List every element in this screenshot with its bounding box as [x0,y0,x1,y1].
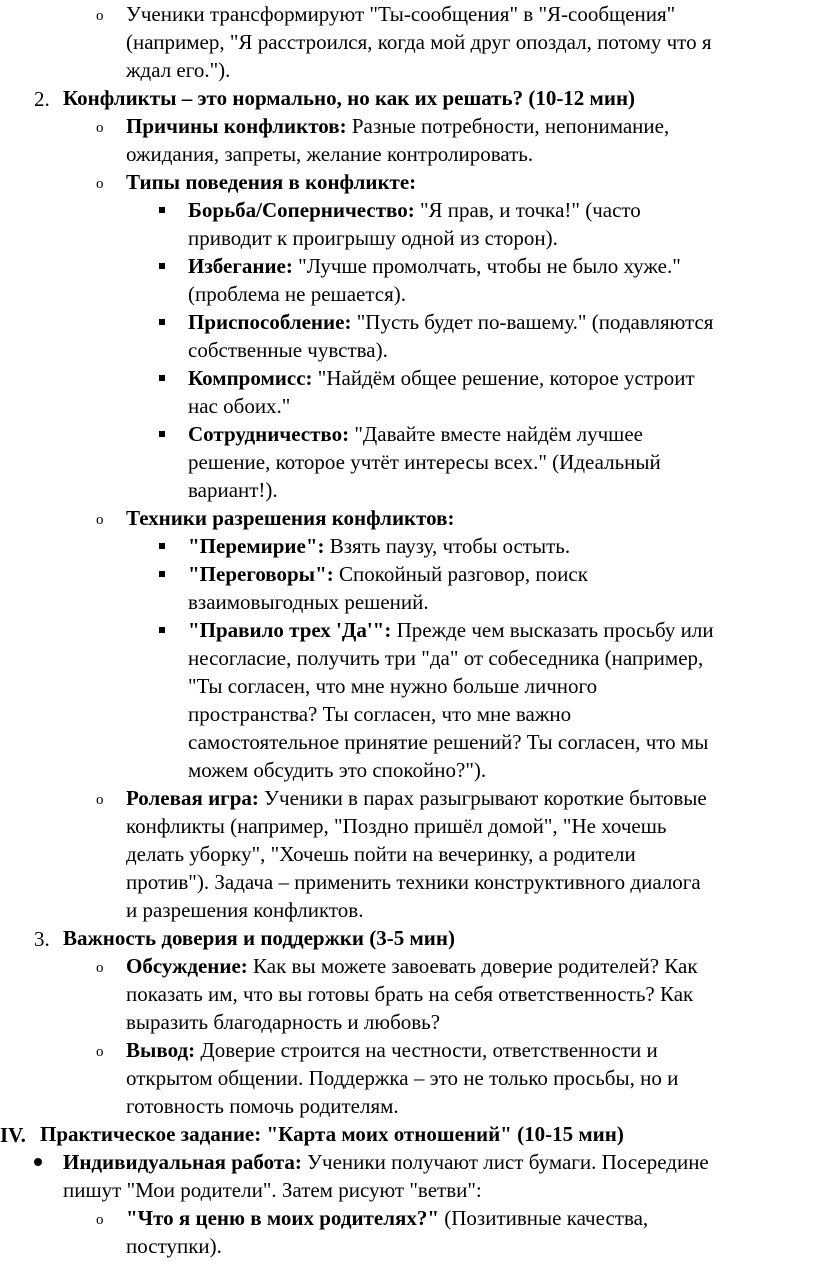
text-line: готовность помочь родителям. [126,1094,399,1118]
text-line: показать им, что вы готовы брать на себя ответственность? Как [126,982,694,1006]
text-line: конфликты (например, "Поздно пришёл домой", "Не хочешь [126,814,667,838]
square-bullet-icon [159,319,165,325]
text-line: нас обоих." [188,394,291,418]
text-line: Причины конфликтов: Разные потребности, непонимание, [126,114,670,138]
section-heading: Важность доверия и поддержки (3-5 мин) [63,926,455,950]
text-line: Типы поведения в конфликте: [126,170,417,194]
text-line: Техники разрешения конфликтов: [126,506,455,530]
square-bullet-icon [159,543,165,549]
list-marker-circle: o [96,792,104,808]
text-line: (например, "Я расстроился, когда мой друг опоздал, потому что я [126,30,712,54]
text-line: Индивидуальная работа: Ученики получают лист бумаги. Посередине [63,1150,709,1174]
list-marker-circle: o [96,176,104,192]
text-line: вариант!). [188,478,278,502]
text-line: "Перемирие": Взять паузу, чтобы остыть. [188,534,571,558]
text-line: пишут "Мои родители". Затем рисуют "ветви": [63,1178,482,1202]
square-bullet-icon [159,571,165,577]
text-line: несогласие, получить три "да" от собеседника (например, [188,646,704,670]
text-line: Вывод: Доверие строится на честности, ответственности и [126,1038,658,1062]
list-marker-circle: o [96,1044,104,1060]
text-line: выразить благодарность и любовь? [126,1010,441,1034]
text-line: открытом общении. Поддержка – это не только просьбы, но и [126,1066,679,1090]
text-line: и разрешения конфликтов. [126,898,364,922]
text-line: собственные чувства). [188,338,388,362]
text-line: "Что я ценю в моих родителях?" (Позитивные качества, [126,1206,649,1230]
section-heading: Конфликты – это нормально, но как их решать? (10-12 мин) [63,86,636,110]
text-line: Компромисс: "Найдём общее решение, которое устроит [188,366,695,390]
square-bullet-icon [159,431,165,437]
section-number-iv: IV. [0,1123,26,1147]
section-heading: Практическое задание: "Карта моих отношений" (10-15 мин) [40,1122,624,1146]
list-marker-circle: o [96,960,104,976]
text-line: пространства? Ты согласен, что мне важно [188,702,572,726]
text-line: Ролевая игра: Ученики в парах разыгрывают короткие бытовые [126,786,707,810]
list-marker-circle: o [96,1212,104,1228]
round-bullet-icon [34,1158,42,1166]
text-line: "Переговоры": Спокойный разговор, поиск [188,562,588,586]
text-line: делать уборку", "Хочешь пойти на вечеринку, а родители [126,842,636,866]
text-line: приводит к проигрышу одной из сторон). [188,226,558,250]
text-line: ждал его."). [126,58,231,82]
list-marker-circle: o [96,512,104,528]
list-marker-circle: o [96,120,104,136]
text-line: "Правило трех 'Да'": Прежде чем высказать просьбу или [188,618,714,642]
text-line: Борьба/Соперничество: "Я прав, и точка!" (часто [188,198,641,222]
text-line: поступки). [126,1234,222,1258]
text-line: "Ты согласен, что мне нужно больше личного [188,674,598,698]
text-line: ожидания, запреты, желание контролировать. [126,142,534,166]
square-bullet-icon [159,207,165,213]
square-bullet-icon [159,627,165,633]
text-line: против"). Задача – применить техники конструктивного диалога [126,870,701,894]
text-line: можем обсудить это спокойно?"). [188,758,487,782]
text-line: Приспособление: "Пусть будет по-вашему." (подавляются [188,310,714,334]
text-line: взаимовыгодных решений. [188,590,429,614]
square-bullet-icon [159,263,165,269]
square-bullet-icon [159,375,165,381]
text-line: самостоятельное принятие решений? Ты согласен, что мы [188,730,709,754]
text-line: Избегание: "Лучше промолчать, чтобы не было хуже." [188,254,681,278]
text-line: Обсуждение: Как вы можете завоевать доверие родителей? Как [126,954,698,978]
text-line: Сотрудничество: "Давайте вместе найдём лучшее [188,422,643,446]
text-line: Ученики трансформируют "Ты-сообщения" в "Я-сообщения" [126,2,676,26]
text-line: (проблема не решается). [188,282,407,306]
list-number-2: 2. [34,87,50,111]
text-line: решение, которое учтёт интересы всех." (Идеальный [188,450,661,474]
list-number-3: 3. [34,927,50,951]
list-marker-circle: o [96,8,104,24]
